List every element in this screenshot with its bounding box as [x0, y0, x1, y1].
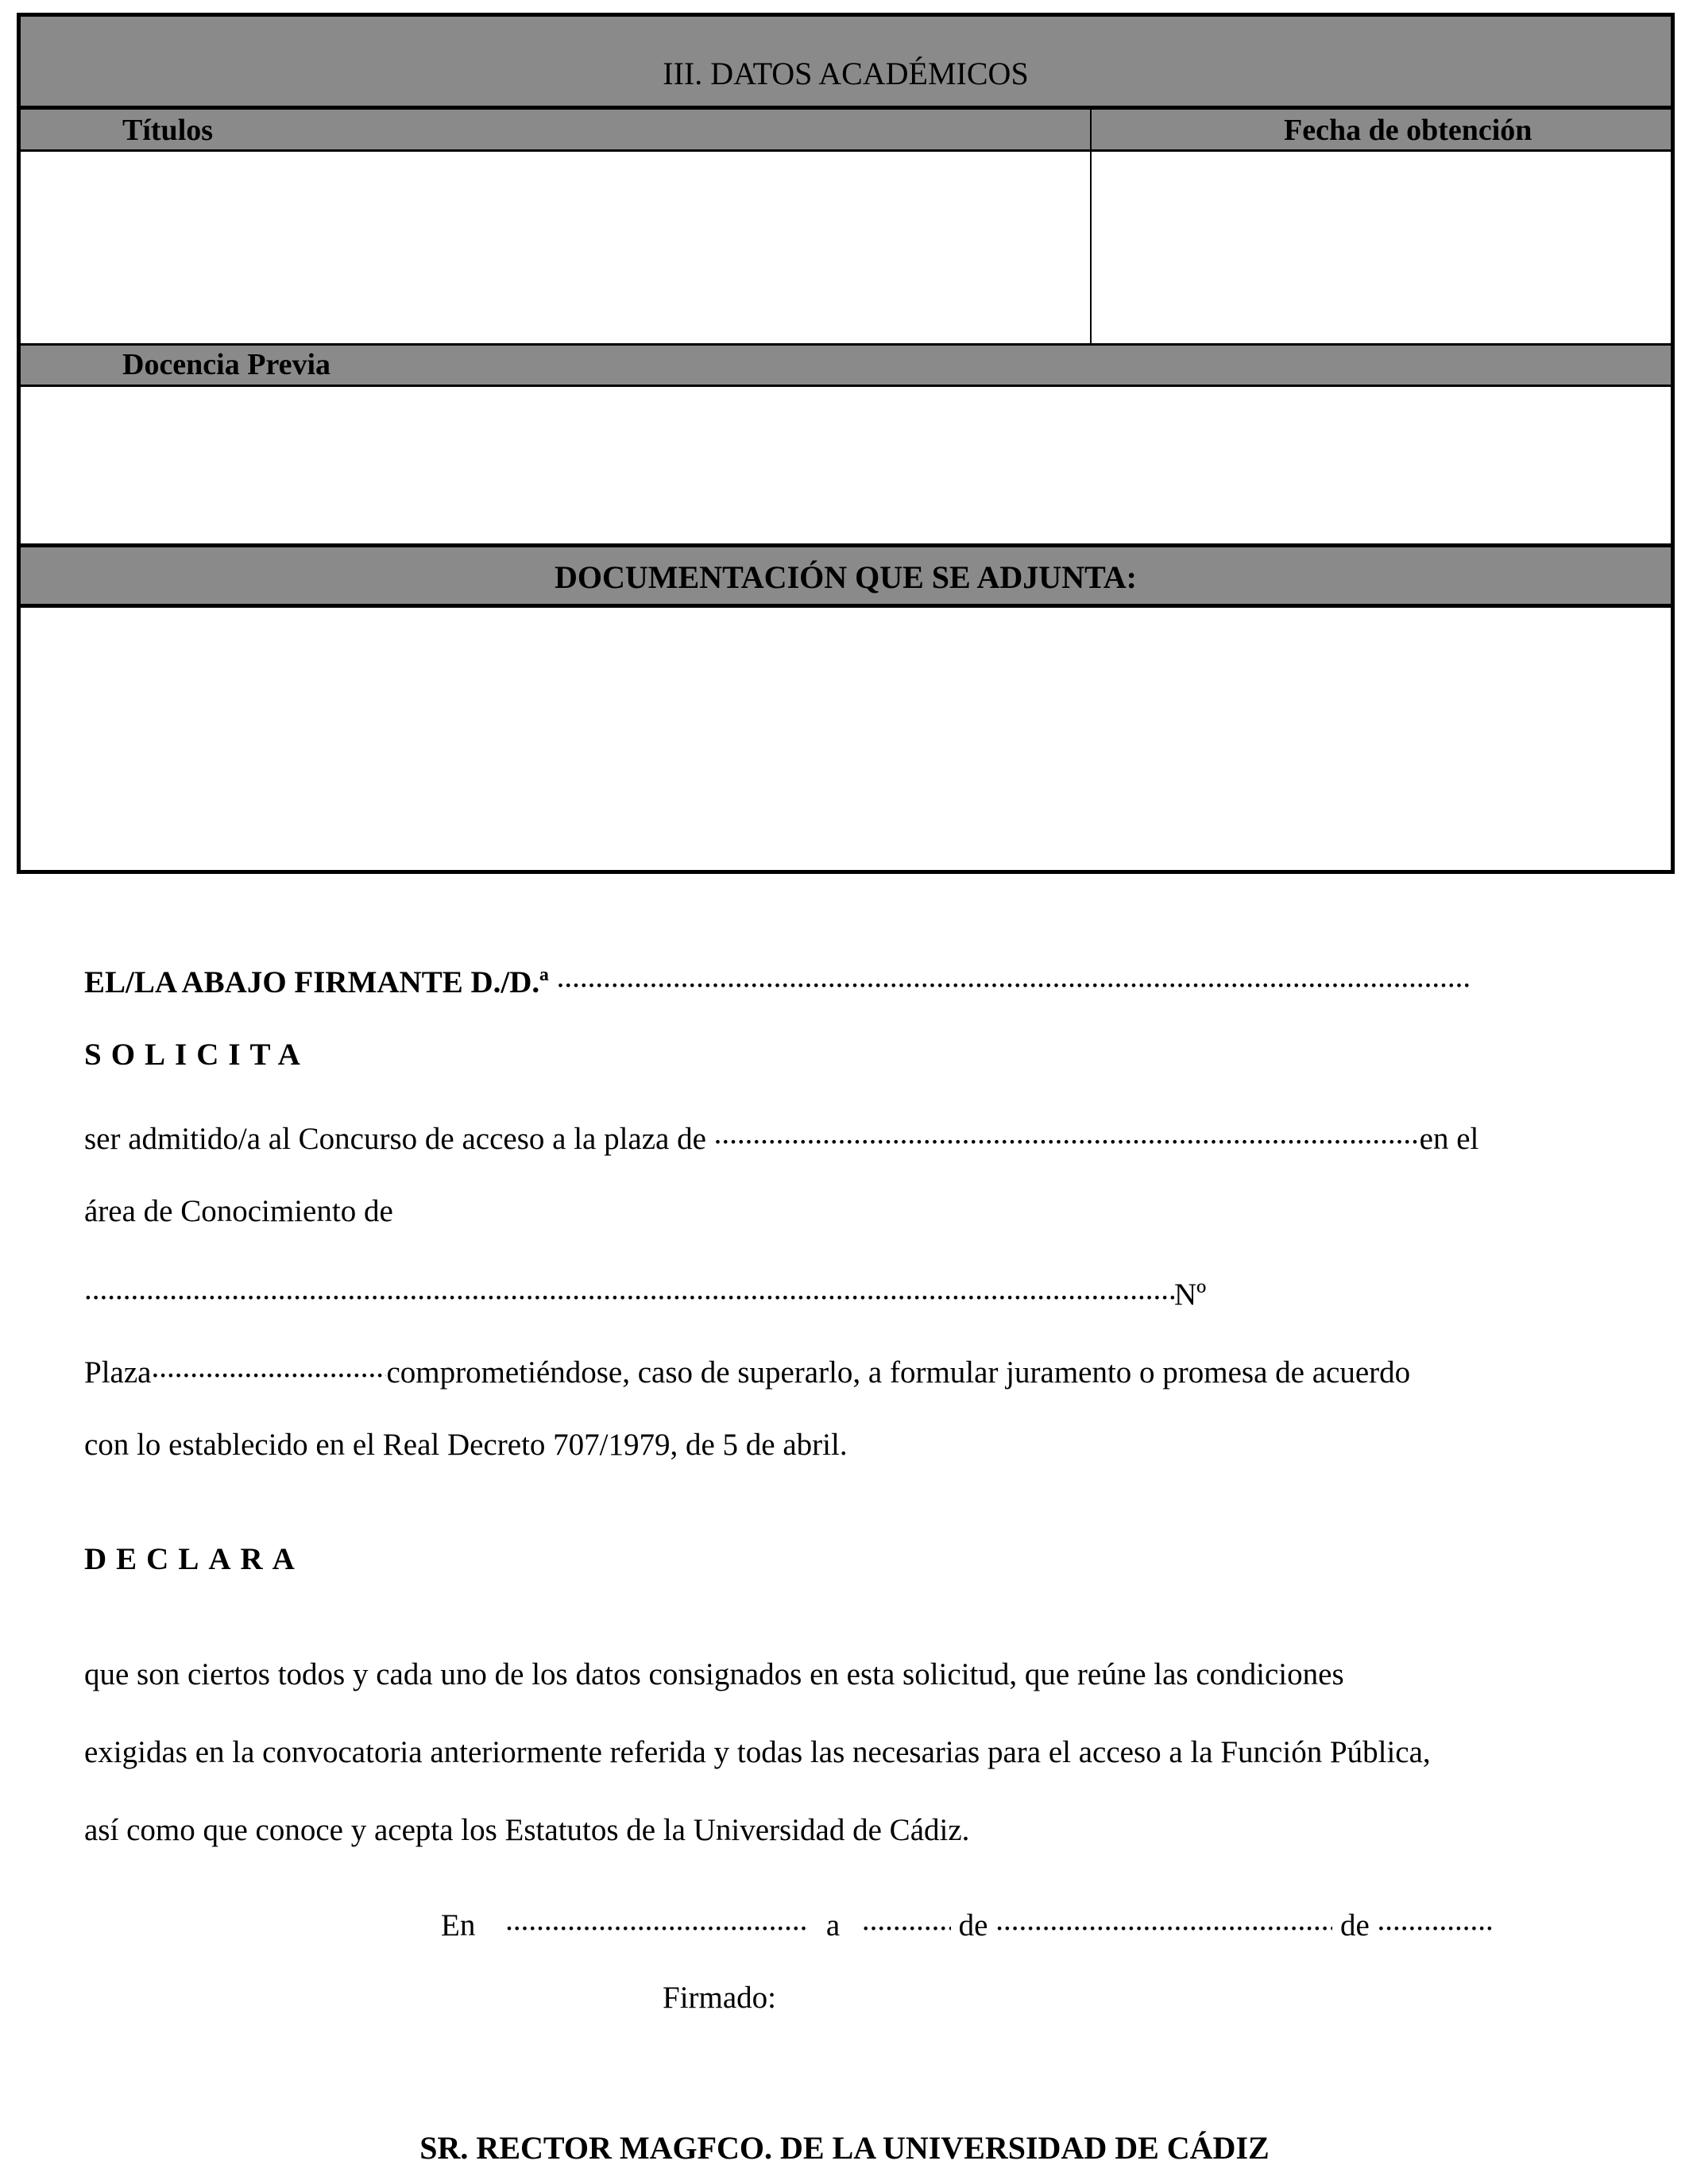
- plaza-label: Plaza: [84, 1355, 152, 1390]
- month-field[interactable]: [995, 1904, 1332, 1935]
- solicita-line-5: con lo establecido en el Real Decreto 707/1979, de 5 de abril.: [84, 1428, 848, 1462]
- solicita-text-1a: ser admitido/a al Concurso de acceso a la plaza de: [84, 1122, 706, 1156]
- docencia-previa-field[interactable]: [21, 387, 1671, 543]
- de-label-2: de: [1339, 1908, 1370, 1942]
- docencia-previa-label: Docencia Previa: [122, 348, 331, 381]
- place-date-line: [441, 1904, 1495, 1941]
- solicita-heading: SOLICITA: [84, 1038, 310, 1072]
- plaza-number-field[interactable]: [151, 1351, 386, 1382]
- addressee: SR. RECTOR MAGFCO. DE LA UNIVERSIDAD DE CÁDIZ: [419, 2130, 1270, 2166]
- documentacion-label: DOCUMENTACIÓN QUE SE ADJUNTA:: [554, 559, 1137, 595]
- section-title: III. DATOS ACADÉMICOS: [663, 56, 1029, 91]
- docencia-header-row: [21, 343, 1671, 387]
- section-title-band: [21, 17, 1671, 110]
- solicita-text-4b: comprometiéndose, caso de superarlo, a formular juramento o promesa de acuerdo: [386, 1355, 1411, 1390]
- day-field[interactable]: [862, 1904, 951, 1935]
- firmante-line: [84, 961, 1471, 998]
- titulos-label: Títulos: [122, 114, 214, 147]
- place-field[interactable]: [505, 1904, 807, 1935]
- documentacion-field[interactable]: [21, 608, 1671, 870]
- numero-label: Nº: [1174, 1278, 1207, 1312]
- declara-line-2: exigidas en la convocatoria anteriormente referida y todas las necesarias para el acceso a la Función Pública,: [84, 1735, 1431, 1769]
- en-label: En: [441, 1908, 476, 1942]
- area-conocimiento-field[interactable]: [84, 1274, 1174, 1305]
- documentacion-header-row: [21, 543, 1671, 608]
- column-divider: [1090, 110, 1092, 356]
- titulos-header-row: [21, 110, 1671, 152]
- declara-heading: DECLARA: [84, 1542, 304, 1576]
- declara-line-3: así como que conoce y acepta los Estatutos de la Universidad de Cádiz.: [84, 1813, 970, 1847]
- solicita-line-1: [84, 1118, 1478, 1154]
- firmado-label: Firmado:: [663, 1981, 776, 2015]
- a-label: a: [825, 1908, 841, 1942]
- firmante-label: EL/LA ABAJO FIRMANTE D./D.ª: [84, 965, 549, 999]
- solicita-line-4: [84, 1351, 1410, 1388]
- academic-data-table: [17, 13, 1675, 874]
- firmante-name-field[interactable]: [557, 961, 1471, 992]
- fecha-obtencion-field[interactable]: [1092, 154, 1671, 343]
- solicita-line-2: área de Conocimiento de: [84, 1194, 393, 1228]
- fecha-obtencion-label: Fecha de obtención: [1284, 114, 1532, 147]
- plaza-type-field[interactable]: [714, 1118, 1420, 1149]
- solicita-text-1b: en el: [1419, 1122, 1479, 1156]
- declara-line-1: que son ciertos todos y cada uno de los datos consignados en esta solicitud, que reúne las condiciones: [84, 1657, 1344, 1691]
- titulos-field[interactable]: [21, 154, 1090, 343]
- solicita-line-3: [84, 1274, 1206, 1310]
- de-label-1: de: [958, 1908, 988, 1942]
- year-field[interactable]: [1378, 1904, 1495, 1935]
